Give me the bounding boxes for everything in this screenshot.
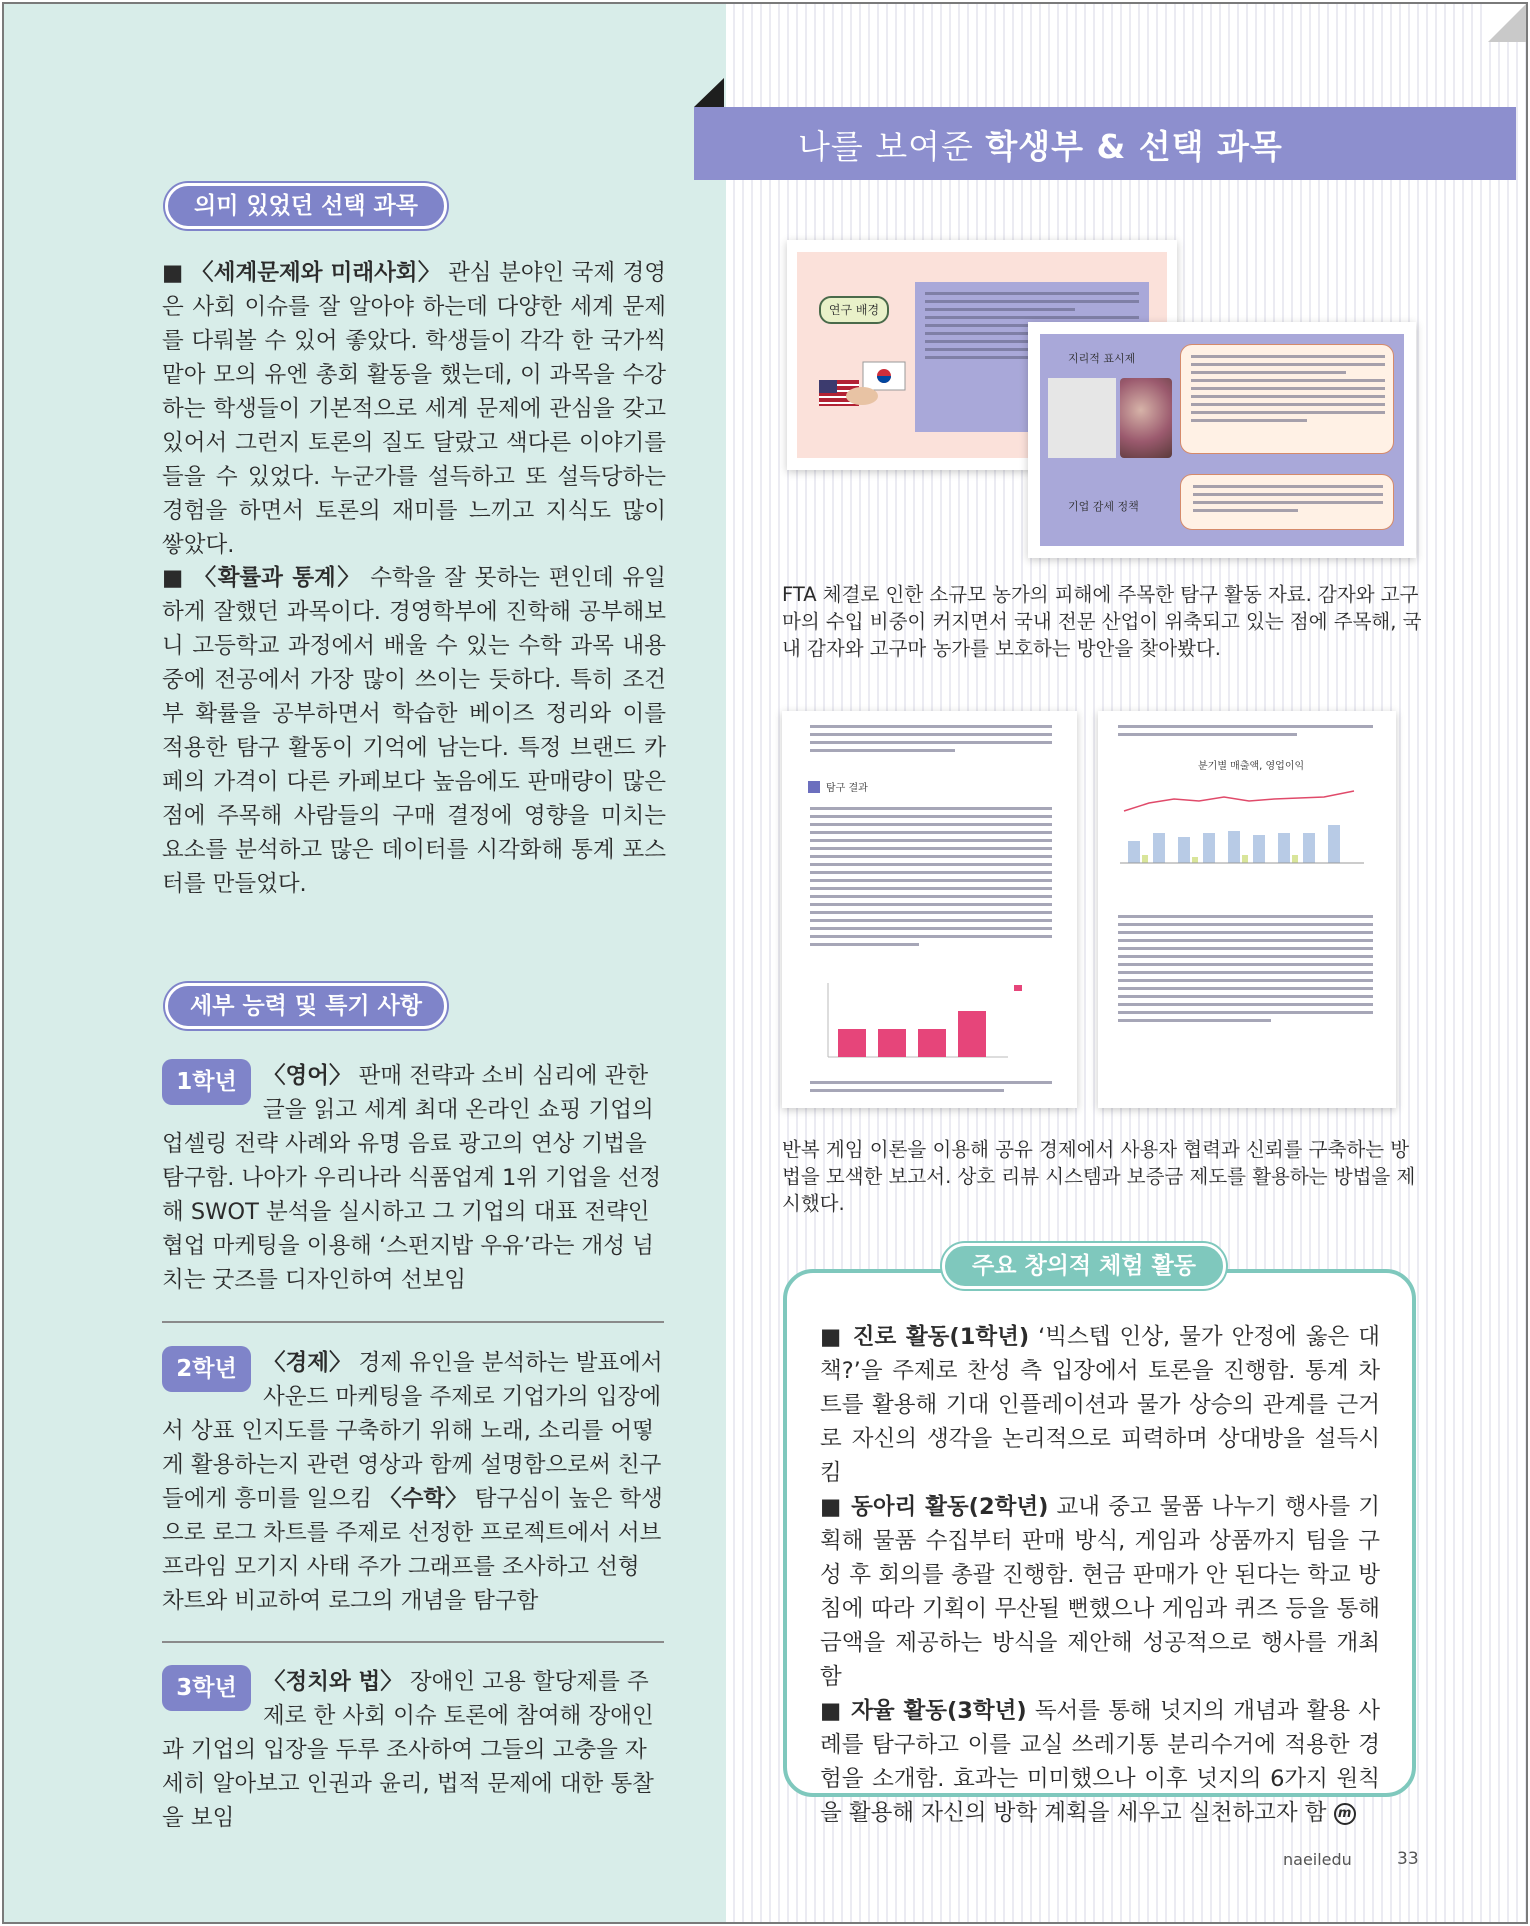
grade-text: 장애인 고용 할당제를 주제로 한 사회 이슈 토론에 참여해 장애인과 기업의 입장을 두루 조사하여 그들의 고충을 자세히 알아보고 인권과 윤리, 법적 문제에 대한 통찰을 보임 [162,1669,654,1831]
korea-map-image [1048,378,1116,458]
elective-paragraph-world-issues [162,256,666,562]
activity-heading: ■ 자율 활동(3학년) [820,1698,1027,1724]
activities-text [820,1320,1380,1830]
elective-paragraph-statistics [162,561,666,901]
slide-label: 기업 감세 정책 [1068,500,1139,513]
activity-description: 독서를 통해 넛지의 개념과 활용 사례를 탐구하고 이를 교실 쓰레기통 분리수거에 적용한 경험을 소개함. 효과는 미미했으나 이후 넛지의 6가지 원칙을 활용해 자신의 방학 계획을 세우고 실천하고자 함 [820,1698,1380,1826]
magazine-logo-icon: m [1334,1803,1356,1825]
page-corner-fold [1488,4,1526,42]
square-bullet: ■ [162,565,185,591]
figure-caption-game-theory: 반복 게임 이론을 이용해 공유 경제에서 사용자 협력과 신뢰를 구축하는 방법을 모색한 보고서. 상호 리뷰 시스템과 보증금 제도를 활용하는 방법을 제시했다. [782,1138,1416,1215]
section-pill-activities: 주요 창의적 체험 활동 [942,1243,1226,1289]
section-marker [808,781,820,793]
paragraph-text: 수학을 잘 못하는 편인데 유일하게 잘했던 과목이다. 경영학부에 진학해 공부해보니 고등학교 과정에서 배울 수 있는 수학 과목 내용 중에 전공에서 가장 많이 쓰이는 듯하다. 특히 조건부 확률을 공부하면서 학습한 베이즈 정리와 이를 적용한 탐구 활동이 기억에 남는다. 특정 브랜드 카페의 가격이 다른 카페보다 높음에도 판매량이 많은 점에 주목해 사람들의 구매 결정에 영향을 미치는 요소를 분석하고 많은 데이터를 시각화해 통계 포스터를 만들었다. [162,565,667,897]
subject-title: 〈경제〉 [263,1350,352,1376]
page-number: 33 [1397,1849,1419,1869]
grade-entry-2 [162,1346,666,1618]
grade-entry-1 [162,1059,666,1297]
text-placeholder [1118,915,1373,1027]
text-placeholder [810,725,1052,757]
report-page-results [782,711,1077,1108]
geographical-indication-slide [1028,322,1416,558]
slide-note-box [1180,344,1394,454]
text-placeholder [810,807,1052,951]
activity-heading: ■ 동아리 활동(2학년) [820,1494,1049,1520]
quarterly-revenue-combo-chart [1114,771,1376,881]
divider-line [162,1641,664,1643]
subject-title: 〈세계문제와 미래사회〉 [191,260,441,286]
text-placeholder [1191,355,1385,427]
activity-description: 교내 중고 물품 나누기 행사를 기획해 물품 수집부터 판매 방식, 게임과 상품까지 팀을 구성 후 회의를 총괄 진행함. 현금 판매가 안 된다는 학교 방침에 따라 기획이 무산될 뻔했으나 게임과 퀴즈 등을 통해 금액을 제공하는 방식을 제안해 성공적으로 행사를 개최함 [820,1494,1380,1690]
paragraph-text: 관심 분야인 국제 경영은 사회 이슈를 잘 알아야 하는데 다양한 세계 문제를 다뤄볼 수 있어 좋았다. 학생들이 각각 한 국가씩 맡아 모의 유엔 총회 활동을 했는데, 이 과목을 수강하는 학생들이 기본적으로 세계 문제에 관심을 갖고 있어서 그런지 토론의 질도 달랐고 색다른 이야기를 들을 수 있었다. 누군가를 설득하고 또 설득당하는 경험을 하면서 토론의 재미를 느끼고 지식도 많이 쌓았다. [162,260,667,558]
grade-text: 경제 유인을 분석하는 발표에서 사운드 마케팅을 주제로 기업가의 입장에서 상표 인지도를 구축하기 위해 노래, 소리를 어떻게 활용하는지 관련 영상과 함께 설명함으로써 친구들에게 흥미를 일으킴 [162,1350,663,1512]
grade-text: 판매 전략과 소비 심리에 관한 글을 읽고 세계 최대 온라인 쇼핑 기업의 업셀링 전략 사례와 유명 음료 광고의 연상 기법을 탐구함. 나아가 우리나라 식품업계 1위 기업을 선정해 SWOT 분석을 실시하고 그 기업의 대표 전략인 협업 마케팅을 이용해 ‘스펀지밥 우유’라는 개성 넘치는 굿즈를 디자인하여 선보임 [162,1063,662,1293]
page-title [798,121,1283,168]
revenue-bar-chart [808,973,1048,1073]
footer-brand: naeiledu [1283,1850,1352,1869]
section-pill-electives: 의미 있었던 선택 과목 [165,183,447,229]
divider-line [162,1321,664,1323]
header-tab-corner [694,78,724,107]
grade-badge: 2학년 [162,1346,251,1392]
text-placeholder [1118,725,1373,741]
activity-description: ‘빅스텝 인상, 물가 안정에 옳은 대책?’을 주제로 찬성 측 입장에서 토론을 진행함. 통계 차트를 활용해 기대 인플레이션과 물가 상승의 관계를 근거로 자신의 생각을 논리적으로 피력하며 상대방을 설득시킴 [820,1324,1380,1486]
text-placeholder [810,1081,1052,1097]
section-pill-abilities: 세부 능력 및 특기 사항 [165,983,447,1029]
figure-caption-fta: FTA 체결로 인한 소규모 농가의 피해에 주목한 탐구 활동 자료. 감자와 고구마의 수입 비중이 커지면서 국내 전문 산업이 위축되고 있는 점에 주목해, 국내 감자와 고구마 농가를 보호하는 방안을 찾아봤다. [782,583,1422,660]
report-section-heading: 탐구 결과 [826,783,868,794]
grade-text: 탐구심이 높은 학생으로 로그 차트를 주제로 선정한 프로젝트에서 서브프라임 모기지 사태 주가 그래프를 조사하고 선형 차트와 비교하여 로그의 개념을 탐구함 [162,1486,663,1614]
slide-label: 연구 배경 [819,296,889,324]
grade-badge: 1학년 [162,1059,251,1105]
page-title-light: 나를 보여준 [798,127,986,166]
grade-entry-3 [162,1665,666,1835]
subject-title: 〈정치와 법〉 [263,1669,403,1695]
grade-badge: 3학년 [162,1665,251,1711]
slide-note-box [1180,474,1394,530]
subject-title: 〈확률과 통계〉 [193,565,362,591]
flags-handshake-image [817,352,909,422]
chart-title: 분기별 매출액, 영업이익 [1198,761,1305,772]
slide-label: 지리적 표시제 [1068,352,1136,365]
sweet-potato-photo [1120,378,1172,458]
activity-heading: ■ 진로 활동(1학년) [820,1324,1030,1350]
page-title-bold: 학생부 & 선택 과목 [985,127,1283,166]
text-placeholder [1193,485,1383,517]
subject-title: 〈수학〉 [379,1486,468,1512]
slide-background [1040,334,1404,546]
report-page-revenue [1098,711,1396,1108]
subject-title: 〈영어〉 [263,1063,352,1089]
square-bullet: ■ [162,260,184,286]
